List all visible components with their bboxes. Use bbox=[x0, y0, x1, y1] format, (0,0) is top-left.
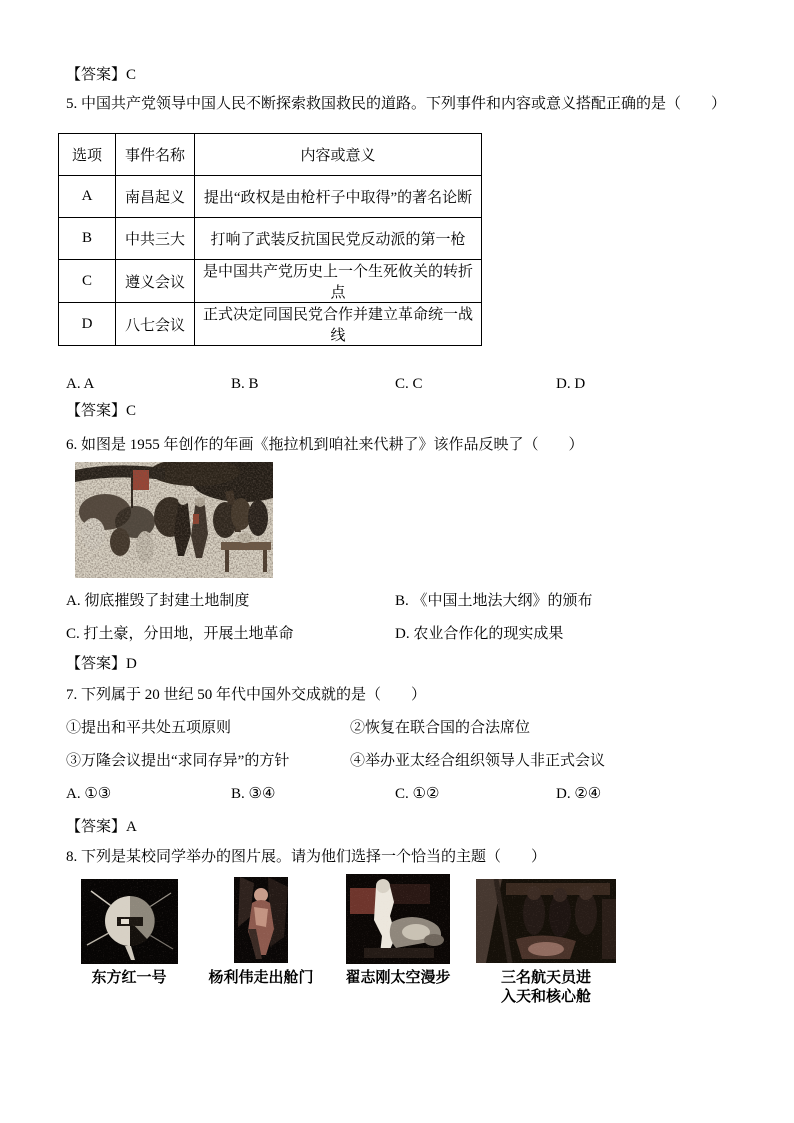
question-6-option-b: B. 《中国土地法大纲》的颁布 bbox=[395, 593, 593, 609]
dongfanghong-satellite-photo bbox=[81, 879, 178, 964]
table-cell: 遵义会议 bbox=[116, 260, 195, 303]
answer-line-q5: 【答案】C bbox=[66, 403, 137, 419]
question-5-stem: 5. 中国共产党领导中国人民不断探索救国救民的道路。下列事件和内容或意义搭配正确的是（ ） bbox=[66, 96, 727, 112]
question-6-stem: 6. 如图是 1955 年创作的年画《拖拉机到咱社来代耕了》该作品反映了（ ） bbox=[66, 437, 584, 453]
table-row bbox=[59, 176, 482, 218]
question-6-option-c: C. 打土豪，分田地，开展土地革命 bbox=[66, 626, 294, 642]
caption-text: 入天和核心舱 bbox=[500, 988, 591, 1005]
question-7-stem: 7. 下列属于 20 世纪 50 年代中国外交成就的是（ ） bbox=[66, 687, 427, 703]
yang-liwei-hatch-photo bbox=[234, 877, 288, 963]
table-header-meaning: 内容或意义 bbox=[195, 134, 482, 176]
table-cell: 提出“政权是由枪杆子中取得”的著名论断 bbox=[195, 176, 482, 218]
table-cell: C bbox=[59, 260, 116, 303]
caption-text: 东方红一号 bbox=[91, 969, 167, 986]
question-7-option-d: D. ②④ bbox=[556, 786, 602, 802]
table-header-event: 事件名称 bbox=[116, 134, 195, 176]
table-cell: 正式决定同国民党合作并建立革命统一战线 bbox=[195, 303, 482, 346]
answer-line-q6: 【答案】D bbox=[66, 656, 137, 672]
figure-caption-zhai-zhigang bbox=[333, 968, 463, 987]
table-header-row bbox=[59, 134, 482, 176]
table-cell: B bbox=[59, 218, 116, 260]
question-6-artwork-image bbox=[75, 462, 273, 578]
caption-text: 翟志刚太空漫步 bbox=[345, 969, 451, 986]
table-cell: A bbox=[59, 176, 116, 218]
caption-text: 杨利伟走出舱门 bbox=[208, 969, 314, 986]
table-row bbox=[59, 260, 482, 303]
tianhe-core-module-photo bbox=[476, 879, 616, 963]
answer-line-q7: 【答案】A bbox=[66, 819, 137, 835]
figure-caption-dongfanghong bbox=[69, 968, 189, 987]
question-5-option-a: A. A bbox=[66, 376, 95, 392]
question-5-option-c: C. C bbox=[395, 376, 423, 392]
table-cell: 中共三大 bbox=[116, 218, 195, 260]
zhai-zhigang-spacewalk-photo bbox=[346, 874, 450, 964]
question-7-item-2: ②恢复在联合国的合法席位 bbox=[350, 720, 531, 736]
question-8-stem: 8. 下列是某校同学举办的图片展。请为他们选择一个恰当的主题（ ） bbox=[66, 849, 547, 865]
table-cell: 打响了武装反抗国民党反动派的第一枪 bbox=[195, 218, 482, 260]
table-row bbox=[59, 218, 482, 260]
question-6-option-d: D. 农业合作化的现实成果 bbox=[395, 626, 564, 642]
question-6-option-a: A. 彻底摧毁了封建土地制度 bbox=[66, 593, 250, 609]
table-cell: 是中国共产党历史上一个生死攸关的转折点 bbox=[195, 260, 482, 303]
question-7-item-3: ③万隆会议提出“求同存异”的方针 bbox=[66, 753, 290, 769]
caption-text: 三名航天员进 bbox=[500, 969, 591, 986]
question-5-option-b: B. B bbox=[231, 376, 259, 392]
question-7-option-b: B. ③④ bbox=[231, 786, 276, 802]
question-7-option-c: C. ①② bbox=[395, 786, 440, 802]
figure-caption-yang-liwei bbox=[196, 968, 326, 987]
table-cell: D bbox=[59, 303, 116, 346]
question-7-item-1: ①提出和平共处五项原则 bbox=[66, 720, 232, 736]
table-header-option: 选项 bbox=[59, 134, 116, 176]
table-cell: 八七会议 bbox=[116, 303, 195, 346]
table-cell: 南昌起义 bbox=[116, 176, 195, 218]
table-row bbox=[59, 303, 482, 346]
answer-line-previous: 【答案】C bbox=[66, 67, 137, 83]
figure-caption-tianhe bbox=[486, 968, 606, 1006]
question-5-option-d: D. D bbox=[556, 376, 586, 392]
question-7-option-a: A. ①③ bbox=[66, 786, 112, 802]
question-7-item-4: ④举办亚太经合组织领导人非正式会议 bbox=[350, 753, 606, 769]
question-5-table bbox=[58, 133, 482, 346]
